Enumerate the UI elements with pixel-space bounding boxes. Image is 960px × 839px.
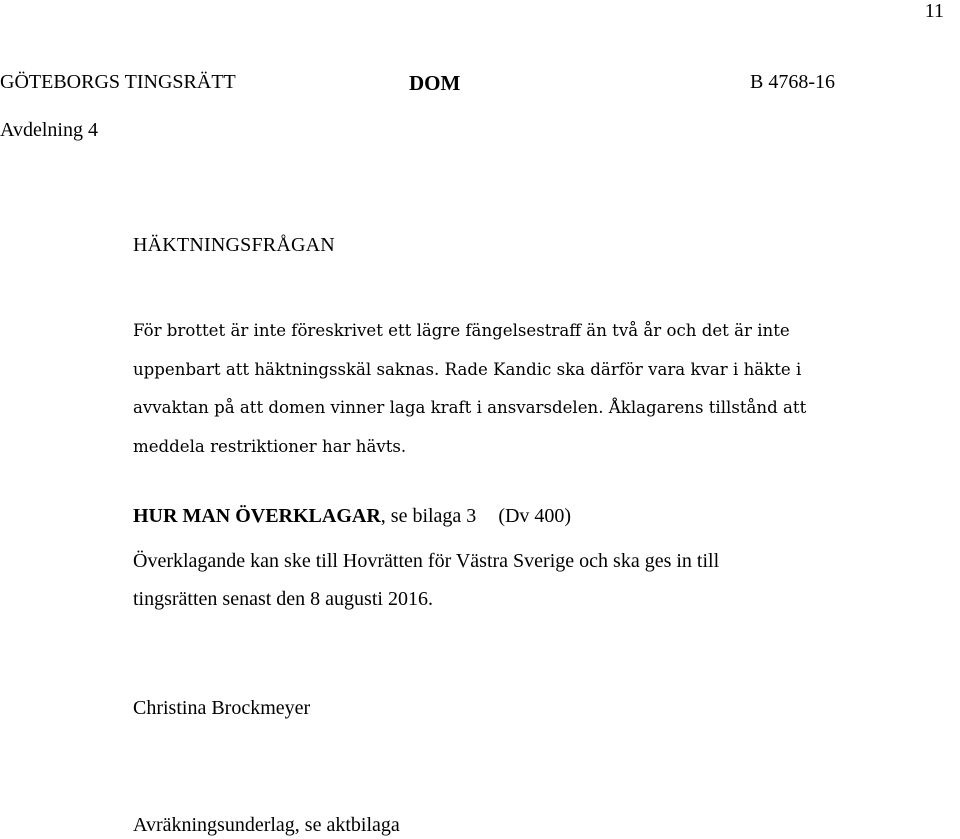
appeal-heading-bold: HUR MAN ÖVERKLAGAR <box>133 505 381 527</box>
paragraph-line: tingsrätten senast den 8 augusti 2016. <box>133 588 433 610</box>
attachment-note: Avräkningsunderlag, se aktbilaga <box>133 814 400 836</box>
signature-name: Christina Brockmeyer <box>133 697 311 719</box>
paragraph-line: Överklagande kan ske till Hovrätten för Västra Sverige och ska ges in till <box>133 550 720 572</box>
detention-heading: HÄKTNINGSFRÅGAN <box>133 234 335 256</box>
paragraph-line: meddela restriktioner har hävts. <box>133 436 407 456</box>
court-name: GÖTEBORGS TINGSRÄTT <box>0 71 236 93</box>
document-type: DOM <box>409 71 461 95</box>
paragraph-line: avvaktan på att domen vinner laga kraft i ansvarsdelen. Åklagarens tillstånd att <box>133 398 807 417</box>
case-number: B 4768-16 <box>750 71 835 93</box>
appeal-paragraph <box>133 542 719 618</box>
appeal-form-ref: (Dv 400) <box>498 505 572 527</box>
court-division: Avdelning 4 <box>0 119 98 141</box>
paragraph-line: uppenbart att häktningsskäl saknas. Rade Kandic ska därför vara kvar i häkte i <box>133 359 802 379</box>
page-number: 11 <box>924 0 944 22</box>
appeal-heading <box>133 505 571 528</box>
appeal-heading-rest: , se bilaga 3 <box>380 505 477 527</box>
paragraph-line: För brottet är inte föreskrivet ett lägre fängelsestraff än två år och det är inte <box>133 321 790 340</box>
detention-paragraph <box>133 312 806 466</box>
